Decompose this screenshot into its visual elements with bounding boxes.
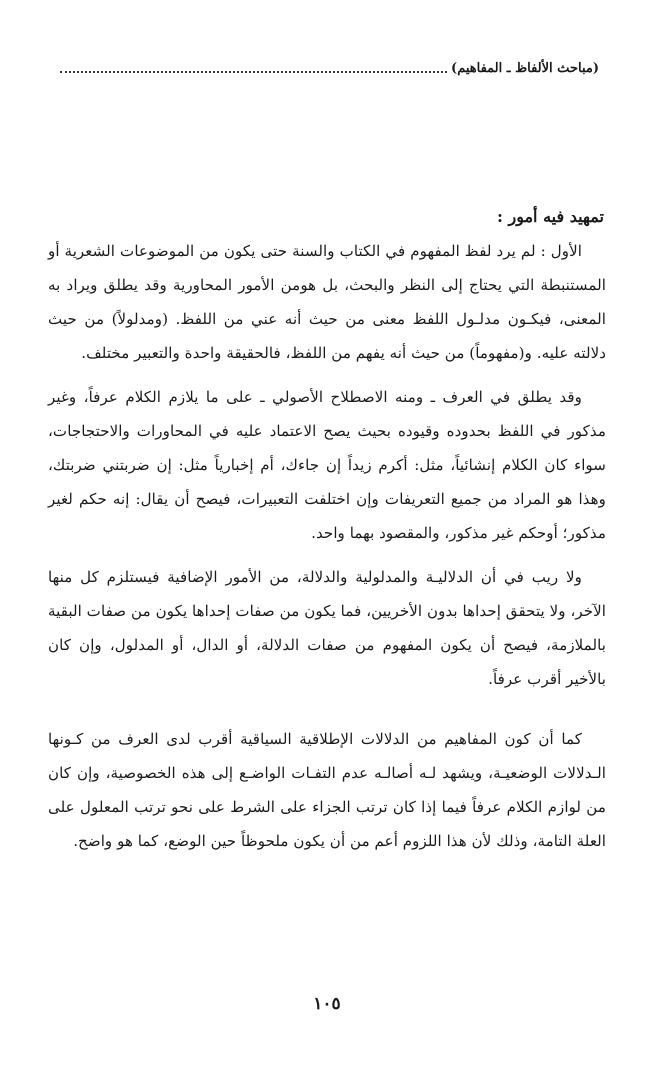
running-header-dotted-leader — [60, 71, 447, 73]
paragraph-second: وقد يطلق في العرف ـ ومنه الاصطلاح الأصولي ـ على ما يلازم الكلام عرفاً، وغير مذكور في اللفظ بحدوده وقيوده بحيث يصح الاعتماد عليه في المحاورات والاحتجاجات، سواء كان الكلام إنشائياً، مثل: أكرم زيداً إن جاءك، أم إخبارياً مثل: إن ضربتني ضربتك، وهذا هو المراد من جميع التعريفات وإن اختلفت التعبيرات، فيصح أن يقال: إنه حكم لغير مذكور؛ أوحكم غير مذكور، والمقصود بهما واحد. — [48, 388, 606, 542]
running-header — [60, 56, 599, 80]
section-heading: تمهيد فيه أمور : — [497, 207, 604, 226]
page-number: ١٠٥ — [313, 994, 341, 1014]
page-body — [48, 200, 606, 858]
paragraph-first: الأول : لم يرد لفظ المفهوم في الكتاب والسنة حتى يكون من الموضوعات الشعرية أو المستنبطة التي يحتاج إلى النظر والبحث، بل هومن الأمور المحاورية وقد يطلق ويراد به المعنى، فيكـون مدلـول اللفظ معنى من حيث أنه عني من اللفظ. (ومدلولاً) من حيث دلالته عليه. و(مفهوماً) من حيث أنه يفهم من اللفظ، فالحقيقة واحدة والتعبير مختلف. — [48, 242, 606, 362]
paragraph-fourth: كما أن كون المفاهيم من الدلالات الإطلاقية السياقية أقرب لدى العرف من كـونها الـدلالات الوضعيـة، ويشهد لـه أصالـه عدم التفـات الواضـع إلى هذه الخصوصية، وإن كان من لوازم الكلام عرفاً فيما إذا كان ترتب الجزاء على الشرط على نحو ترتب المعلول على العلة التامة، وذلك لأن هذا اللزوم أعم من أن يكون ملحوظاً حين الوضع، كما هو واضح. — [48, 730, 606, 850]
paragraph-third: ولا ريب في أن الدلاليـة والمدلولية والدلالة، من الأمور الإضافية فيستلزم كل منها الآخر، ولا يتحقق إحداها بدون الأخريين، فما يكون من صفات إحداها يكون من صفات البقية بالملازمة، فيصح أن يكون المفهوم من صفات الدلالة، أو الدال، أو المدلول، وإن كان بالأخير أقرب عرفاً. — [48, 568, 606, 688]
running-header-title: (مباحث الألفاظ ـ المفاهيم) — [451, 60, 599, 76]
